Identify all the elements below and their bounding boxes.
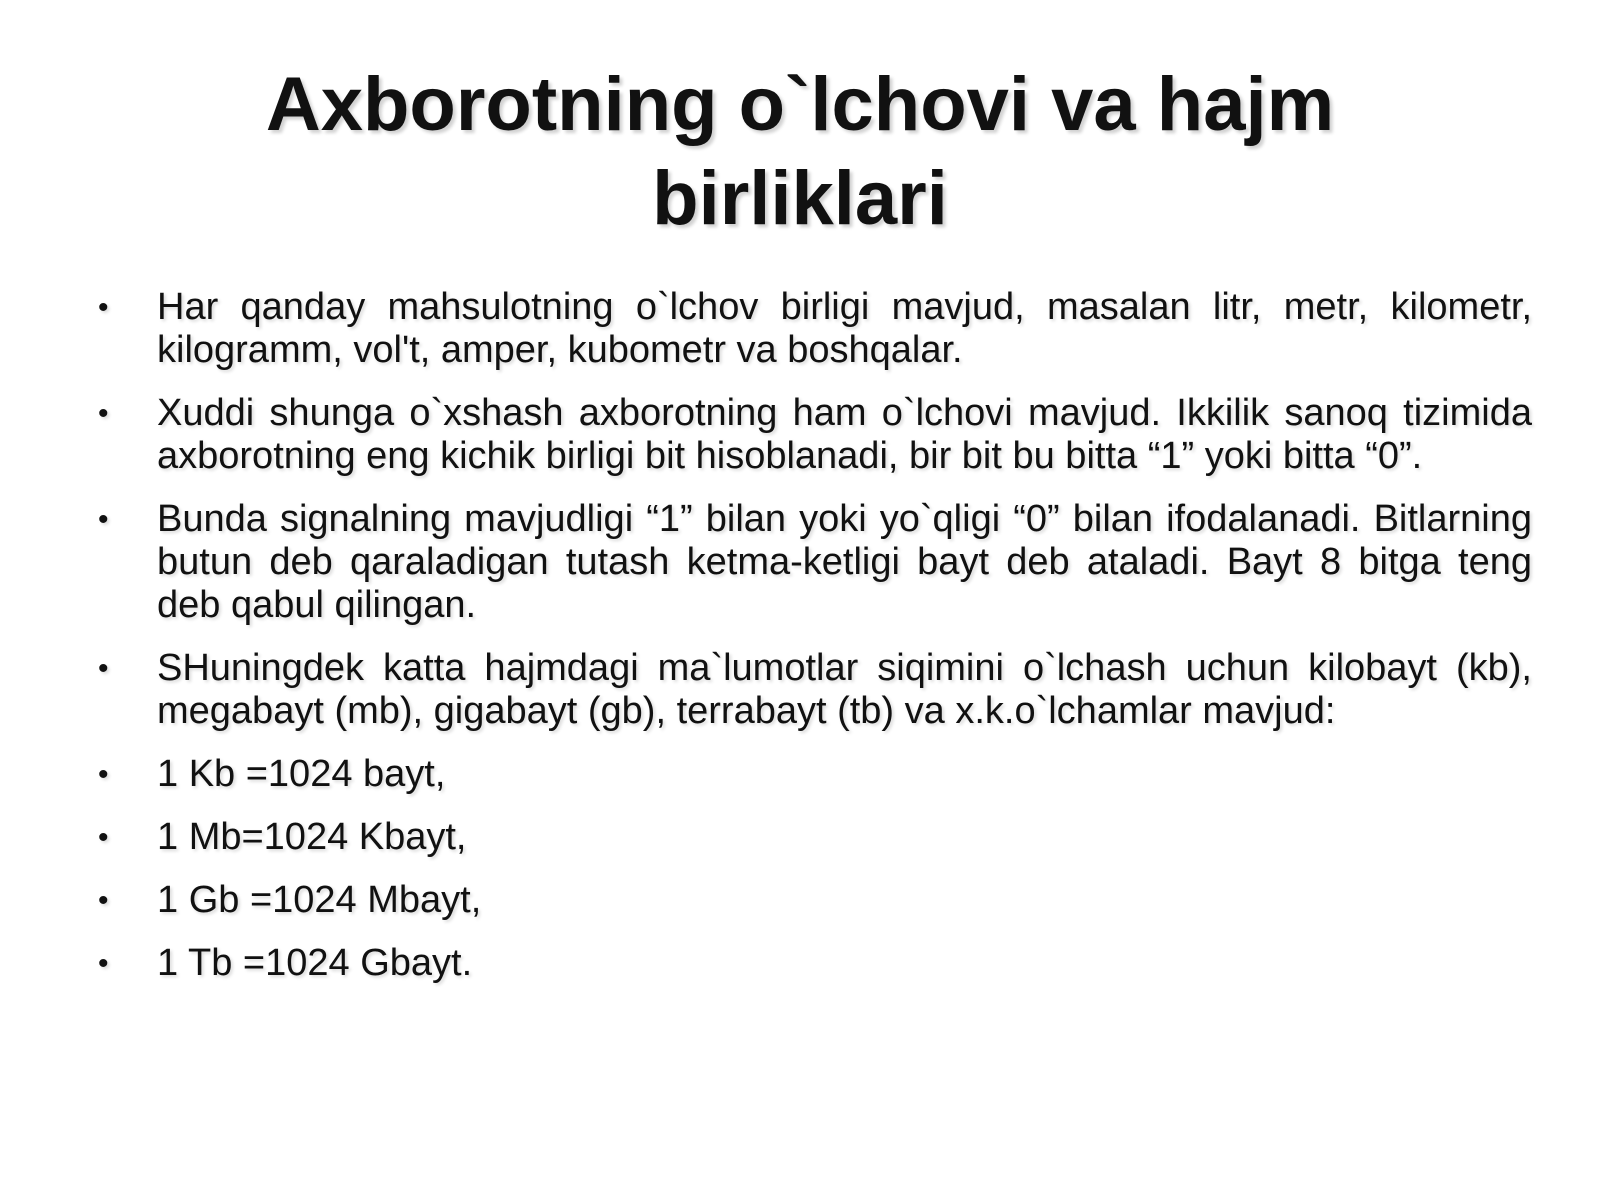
title-line-2: birliklari — [652, 156, 948, 241]
bullet-dot-icon: • — [98, 884, 109, 917]
bullet-item — [0, 286, 1600, 372]
bullet-list — [0, 286, 1600, 1005]
bullet-item — [0, 392, 1600, 478]
bullet-item — [0, 753, 1600, 796]
bullet-text: SHuningdek katta hajmdagi ma`lumotlar siqimini o`lchash uchun kilobayt (kb), megabayt (mb), gigabayt (gb), terrabayt (tb) va x.k.o`lchamlar mavjud: — [157, 647, 1532, 732]
bullet-text: 1 Kb =1024 bayt, — [157, 753, 446, 795]
bullet-text: Bunda signalning mavjudligi “1” bilan yoki yo`qligi “0” bilan ifodalanadi. Bitlarning butun deb qaraladigan tutash ketma-ketligi bayt deb ataladi. Bayt 8 bitga teng deb qabul qilingan. — [157, 498, 1532, 626]
bullet-item — [0, 498, 1600, 627]
bullet-dot-icon: • — [98, 397, 109, 430]
bullet-dot-icon: • — [98, 821, 109, 854]
bullet-text: Xuddi shunga o`xshash axborotning ham o`lchovi mavjud. Ikkilik sanoq tizimida axborotning eng kichik birligi bit hisoblanadi, bir bit bu bitta “1” yoki bitta “0”. — [157, 392, 1532, 477]
bullet-text: 1 Tb =1024 Gbayt. — [157, 942, 473, 984]
title-line-1: Axborotning o`lchovi va hajm — [265, 62, 1335, 147]
bullet-dot-icon: • — [98, 947, 109, 980]
bullet-item — [0, 647, 1600, 733]
bullet-dot-icon: • — [98, 503, 109, 536]
bullet-dot-icon: • — [98, 291, 109, 324]
slide-title — [100, 58, 1500, 246]
bullet-text: 1 Gb =1024 Mbayt, — [157, 879, 482, 921]
bullet-text: 1 Mb=1024 Kbayt, — [157, 816, 467, 858]
bullet-item — [0, 942, 1600, 985]
bullet-text: Har qanday mahsulotning o`lchov birligi mavjud, masalan litr, metr, kilometr, kilogramm, vol't, amper, kubometr va boshqalar. — [157, 286, 1532, 371]
bullet-dot-icon: • — [98, 758, 109, 791]
bullet-item — [0, 816, 1600, 859]
bullet-dot-icon: • — [98, 652, 109, 685]
bullet-item — [0, 879, 1600, 922]
